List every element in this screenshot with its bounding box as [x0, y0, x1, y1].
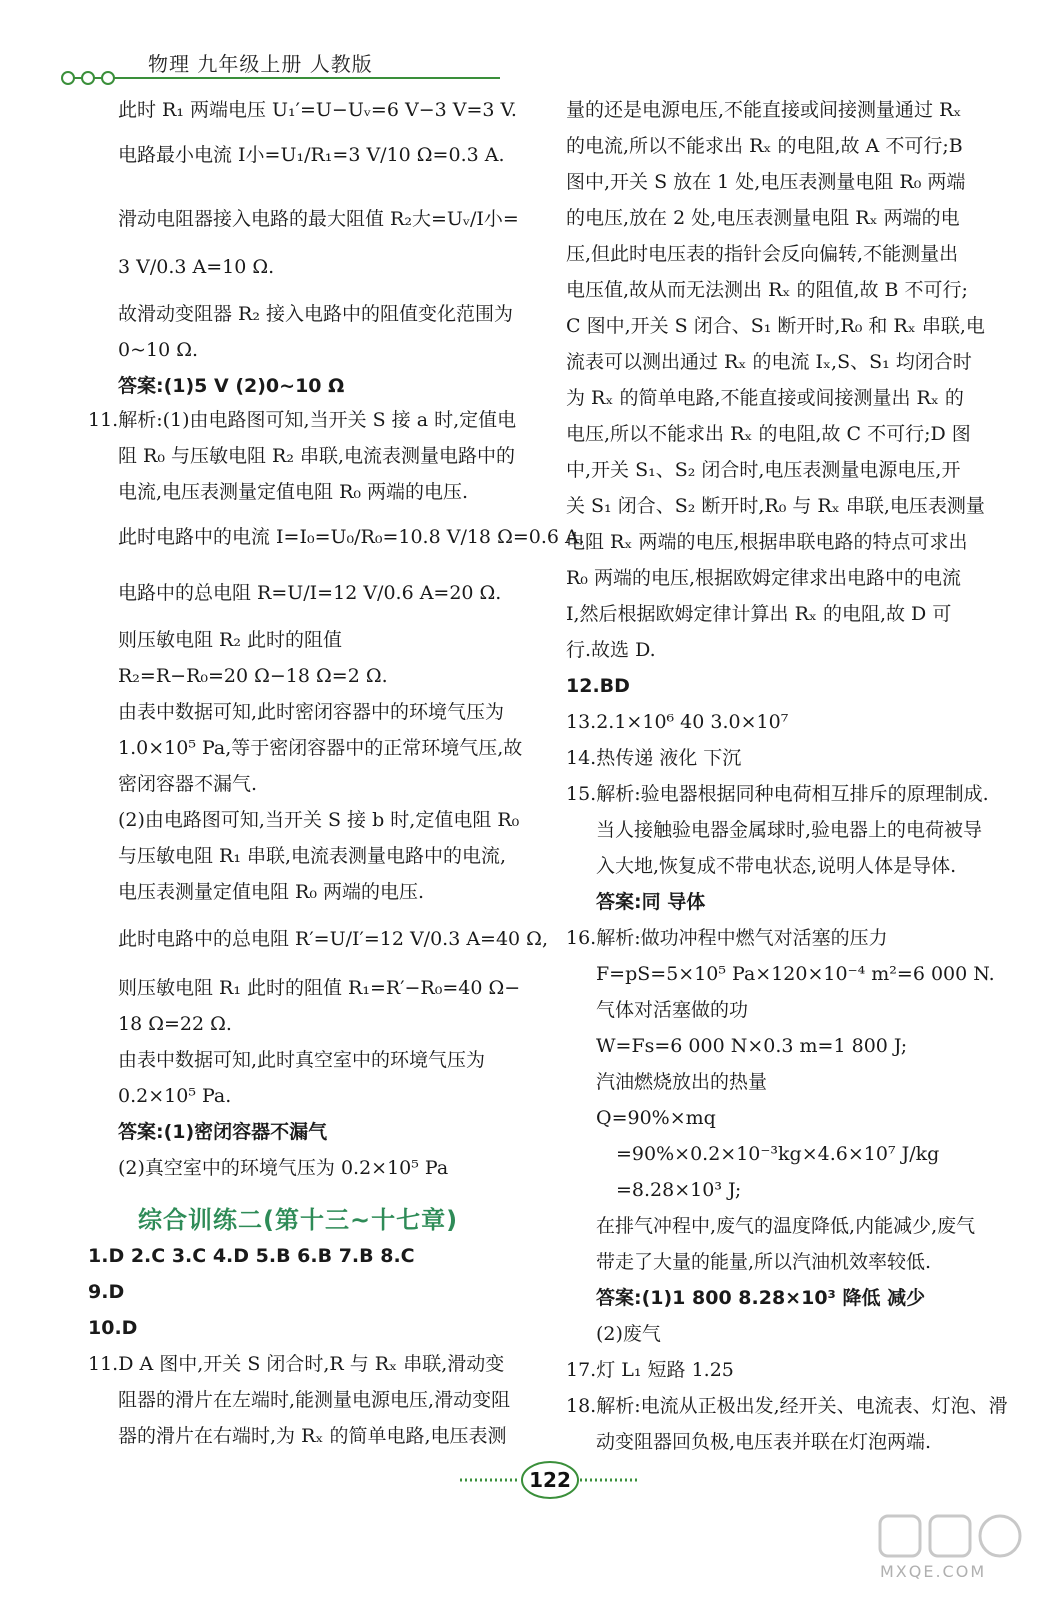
- text-line: C 图中,开关 S 闭合、S₁ 断开时,R₀ 和 Rₓ 串联,电: [566, 315, 985, 337]
- formula-line: Q=90%×mq: [596, 1107, 716, 1129]
- text-line: 阻 R₀ 与压敏电阻 R₂ 串联,电流表测量电路中的: [118, 445, 516, 467]
- question-line: 15.解析:验电器根据同种电荷相互排斥的原理制成.: [566, 783, 989, 805]
- text-line: 电流,电压表测量定值电阻 R₀ 两端的电压.: [118, 481, 469, 503]
- text-line: 阻器的滑片在左端时,能测量电源电压,滑动变阻: [118, 1389, 511, 1411]
- text-line: (2)真空室中的环境气压为 0.2×10⁵ Pa: [118, 1157, 449, 1179]
- answer-line: 答案:同 导体: [596, 891, 706, 913]
- question-line: 11.D A 图中,开关 S 闭合时,R 与 Rₓ 串联,滑动变: [88, 1353, 505, 1375]
- text-line: 电路最小电流 I小=U₁/R₁=3 V/10 Ω=0.3 A.: [118, 144, 505, 166]
- text-line: 1.0×10⁵ Pa,等于密闭容器中的正常环境气压,故: [118, 737, 523, 759]
- text-line: 密闭容器不漏气.: [118, 773, 258, 795]
- header-title: 物理 九年级上册 人教版: [148, 52, 373, 76]
- text-line: 则压敏电阻 R₂ 此时的阻值: [118, 629, 343, 651]
- section-title: 综合训练二(第十三~十七章): [138, 1206, 459, 1234]
- page-header: [60, 44, 500, 94]
- text-line: 0~10 Ω.: [118, 339, 199, 361]
- text-line: 18 Ω=22 Ω.: [118, 1013, 232, 1035]
- text-line: 此时电路中的电流 I=I₀=U₀/R₀=10.8 V/18 Ω=0.6 A.: [118, 526, 585, 548]
- text-line: 则压敏电阻 R₁ 此时的阻值 R₁=R′−R₀=40 Ω−: [118, 977, 521, 999]
- text-line: 与压敏电阻 R₁ 串联,电流表测量电路中的电流,: [118, 845, 507, 867]
- text-line: 中,开关 S₁、S₂ 闭合时,电压表测量电源电压,开: [566, 459, 961, 481]
- text-line: 故滑动变阻器 R₂ 接入电路中的阻值变化范围为: [118, 303, 514, 325]
- text-line: 器的滑片在右端时,为 Rₓ 的简单电路,电压表测: [118, 1425, 507, 1447]
- text-line: 的电压,放在 2 处,电压表测量电阻 Rₓ 两端的电: [566, 207, 960, 229]
- question-line: 11.解析:(1)由电路图可知,当开关 S 接 a 时,定值电: [88, 409, 517, 431]
- text-line: 由表中数据可知,此时密闭容器中的环境气压为: [118, 701, 505, 723]
- answer-line: 13.2.1×10⁶ 40 3.0×10⁷: [566, 711, 789, 733]
- question-line: 16.解析:做功冲程中燃气对活塞的压力: [566, 927, 888, 949]
- answer-line: 14.热传递 液化 下沉: [566, 747, 742, 769]
- text-line: 压,但此时电压表的指针会反向偏转,不能测量出: [566, 243, 959, 265]
- formula-line: =90%×0.2×10⁻³kg×4.6×10⁷ J/kg: [616, 1143, 940, 1165]
- page-number: 122: [529, 1468, 571, 1492]
- text-line: 电压表测量定值电阻 R₀ 两端的电压.: [118, 881, 425, 903]
- formula-line: =8.28×10³ J;: [616, 1179, 742, 1201]
- text-line: 电路中的总电阻 R=U/I=12 V/0.6 A=20 Ω.: [118, 582, 502, 604]
- text-line: 的电流,所以不能求出 Rₓ 的电阻,故 A 不可行;B: [566, 135, 963, 157]
- text-line: 在排气冲程中,废气的温度降低,内能减少,废气: [596, 1215, 976, 1237]
- formula-line: W=Fs=6 000 N×0.3 m=1 800 J;: [596, 1035, 908, 1057]
- text-line: 3 V/0.3 A=10 Ω.: [118, 256, 275, 278]
- text-line: 由表中数据可知,此时真空室中的环境气压为: [118, 1049, 486, 1071]
- watermark: [856, 1510, 1036, 1590]
- text-line: 电阻 Rₓ 两端的电压,根据串联电路的特点可求出: [566, 531, 968, 553]
- text-line: 滑动电阻器接入电路的最大阻值 R₂大=Uᵥ/I小=: [118, 208, 519, 230]
- page-footer: [460, 1456, 640, 1506]
- text-line: 此时电路中的总电阻 R′=U/I′=12 V/0.3 A=40 Ω,: [118, 928, 548, 950]
- text-line: 动变阻器回负极,电压表并联在灯泡两端.: [596, 1431, 932, 1453]
- text-line: 0.2×10⁵ Pa.: [118, 1085, 232, 1107]
- text-line: 流表可以测出通过 Rₓ 的电流 Iₓ,S、S₁ 均闭合时: [566, 351, 972, 373]
- text-line: 此时 R₁ 两端电压 U₁′=U−Uᵥ=6 V−3 V=3 V.: [118, 99, 517, 121]
- text-line: (2)由电路图可知,当开关 S 接 b 时,定值电阻 R₀: [118, 809, 520, 831]
- text-line: 量的还是电源电压,不能直接或间接测量通过 Rₓ: [566, 99, 962, 121]
- choice-answer: 10.D: [88, 1317, 138, 1339]
- text-line: 电压,所以不能求出 Rₓ 的电阻,故 C 不可行;D 图: [566, 423, 971, 445]
- text-line: 关 S₁ 闭合、S₂ 断开时,R₀ 与 Rₓ 串联,电压表测量: [566, 495, 985, 517]
- answer-line: 答案:(1)密闭容器不漏气: [118, 1121, 328, 1143]
- text-line: 气体对活塞做的功: [596, 999, 749, 1021]
- question-line: 18.解析:电流从正极出发,经开关、电流表、灯泡、滑: [566, 1395, 1008, 1417]
- text-line: R₂=R−R₀=20 Ω−18 Ω=2 Ω.: [118, 665, 388, 687]
- text-line: 当人接触验电器金属球时,验电器上的电荷被导: [596, 819, 983, 841]
- text-line: I,然后根据欧姆定律计算出 Rₓ 的电阻,故 D 可: [566, 603, 952, 625]
- text-line: 图中,开关 S 放在 1 处,电压表测量电阻 R₀ 两端: [566, 171, 966, 193]
- watermark-logo-icon: [876, 1510, 1026, 1560]
- answer-line: 17.灯 L₁ 短路 1.25: [566, 1359, 734, 1381]
- answer-line: 12.BD: [566, 675, 630, 697]
- answer-line: 答案:(1)1 800 8.28×10³ 降低 减少: [596, 1287, 926, 1309]
- text-line: (2)废气: [596, 1323, 661, 1345]
- text-line: 行.故选 D.: [566, 639, 656, 661]
- text-line: 汽油燃烧放出的热量: [596, 1071, 768, 1093]
- choice-answer: 9.D: [88, 1281, 125, 1303]
- text-line: R₀ 两端的电压,根据欧姆定律求出电路中的电流: [566, 567, 962, 589]
- answer-line: 答案:(1)5 V (2)0~10 Ω: [118, 375, 345, 397]
- text-line: 入大地,恢复成不带电状态,说明人体是导体.: [596, 855, 957, 877]
- watermark-text: MXQE.COM: [880, 1562, 987, 1581]
- choice-answers: 1.D 2.C 3.C 4.D 5.B 6.B 7.B 8.C: [88, 1245, 415, 1267]
- text-line: 为 Rₓ 的简单电路,不能直接或间接测量出 Rₓ 的: [566, 387, 964, 409]
- text-line: 带走了大量的能量,所以汽油机效率较低.: [596, 1251, 932, 1273]
- text-line: 电压值,故从而无法测出 Rₓ 的阻值,故 B 不可行;: [566, 279, 968, 301]
- formula-line: F=pS=5×10⁵ Pa×120×10⁻⁴ m²=6 000 N.: [596, 963, 995, 985]
